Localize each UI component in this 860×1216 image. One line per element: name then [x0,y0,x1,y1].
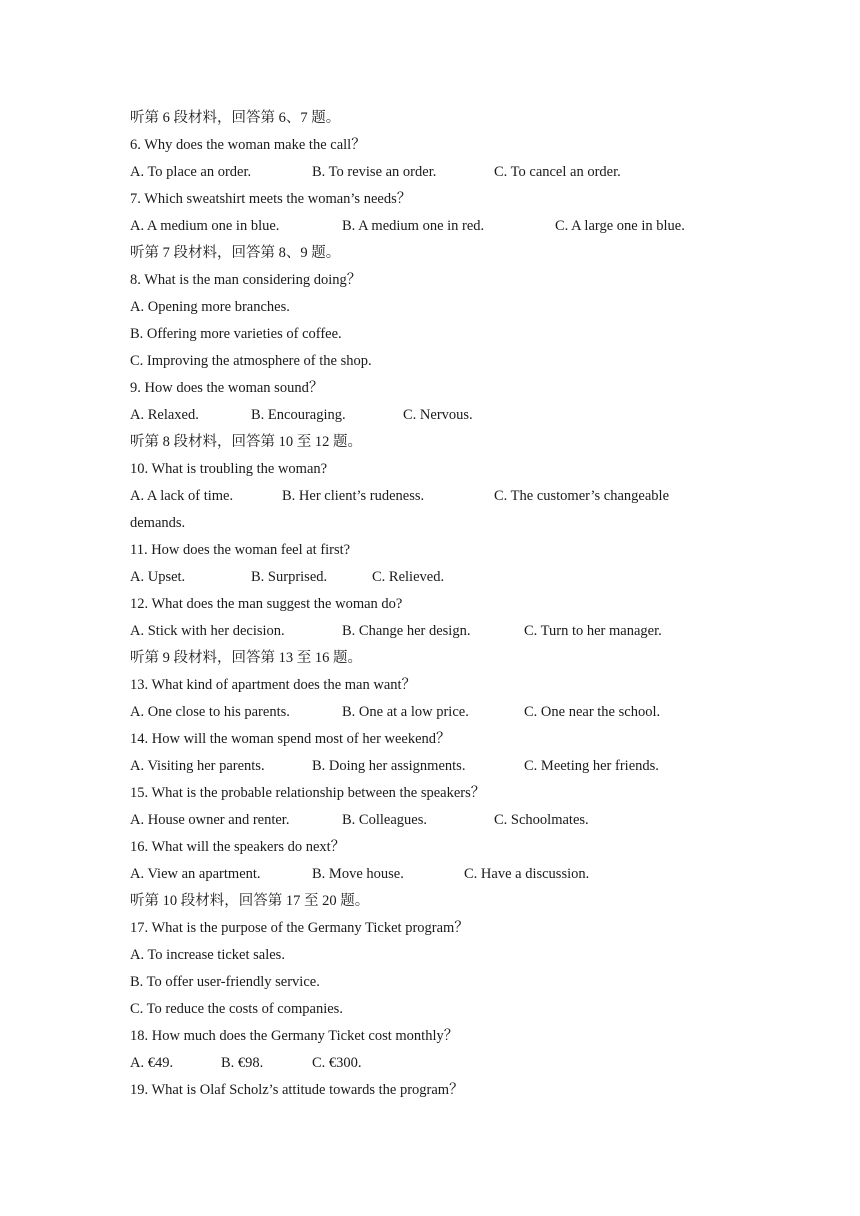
question-stem: 7. Which sweatshirt meets the woman’s needs？ [130,191,412,207]
option-b: B. A medium one in red. [342,218,485,234]
question-stem: 14. How will the woman spend most of her weekend？ [130,731,451,747]
option-b: B. One at a low price. [342,704,469,720]
question-stem: 6. Why does the woman make the call？ [130,137,366,153]
option-c: C. Schoolmates. [494,812,589,828]
option-b: B. Colleagues. [342,812,427,828]
option-b: B. Surprised. [251,569,328,585]
section-heading: 听第 8 段材料，回答第 10 至 12 题。 [130,434,362,450]
option-c: C. A large one in blue. [555,218,685,234]
option-a: A. View an apartment. [130,866,261,882]
question-stem: 16. What will the speakers do next？ [130,839,346,855]
question-stem: 11. How does the woman feel at first? [130,542,351,558]
option-c: C. To cancel an order. [494,164,621,180]
option-b: B. Move house. [312,866,404,882]
option-a: A. Upset. [130,569,186,585]
options-row [130,753,730,780]
option-a: A. To increase ticket sales. [130,947,285,963]
option-b: B. Doing her assignments. [312,758,466,774]
option-c: C. The customer’s changeable [494,488,670,504]
question-stem: 15. What is the probable relationship between the speakers？ [130,785,486,801]
option-b: B. €98. [221,1055,264,1071]
option-b: B. Change her design. [342,623,471,639]
option-c: C. Relieved. [372,569,445,585]
option-b: B. To offer user-friendly service. [130,974,320,990]
options-row [130,402,730,429]
option-b: B. Offering more varieties of coffee. [130,326,342,342]
option-a: A. Relaxed. [130,407,199,423]
option-a: A. A lack of time. [130,488,234,504]
question-stem: 13. What kind of apartment does the man want？ [130,677,417,693]
options-row [130,483,730,510]
section-heading: 听第 10 段材料，回答第 17 至 20 题。 [130,893,370,909]
options-row [130,861,730,888]
option-c-continuation: demands. [130,515,186,531]
option-c: C. Nervous. [403,407,473,423]
options-row [130,213,730,240]
section-heading: 听第 9 段材料，回答第 13 至 16 题。 [130,650,362,666]
option-a: A. Visiting her parents. [130,758,265,774]
options-row [130,564,730,591]
listening-section [130,105,730,1104]
options-row [130,807,730,834]
option-b: B. Her client’s rudeness. [282,488,425,504]
question-stem: 17. What is the purpose of the Germany Ticket program？ [130,920,469,936]
section-heading: 听第 7 段材料，回答第 8、9 题。 [130,245,341,261]
question-stem: 12. What does the man suggest the woman do? [130,596,403,612]
option-a: A. A medium one in blue. [130,218,280,234]
option-a: A. House owner and renter. [130,812,290,828]
options-row [130,159,730,186]
option-a: A. To place an order. [130,164,252,180]
option-a: A. €49. [130,1055,174,1071]
option-c: C. €300. [312,1055,362,1071]
options-row [130,618,730,645]
option-b: B. To revise an order. [312,164,437,180]
options-row [130,699,730,726]
question-stem: 9. How does the woman sound？ [130,380,324,396]
option-c: C. One near the school. [524,704,661,720]
section-heading: 听第 6 段材料，回答第 6、7 题。 [130,110,341,126]
question-stem: 19. What is Olaf Scholz’s attitude towards the program？ [130,1082,464,1098]
option-c: C. To reduce the costs of companies. [130,1001,343,1017]
options-row [130,1050,730,1077]
option-b: B. Encouraging. [251,407,346,423]
option-c: C. Have a discussion. [464,866,590,882]
question-stem: 18. How much does the Germany Ticket cost monthly？ [130,1028,459,1044]
option-c: C. Meeting her friends. [524,758,659,774]
option-a: A. Stick with her decision. [130,623,285,639]
option-a: A. One close to his parents. [130,704,290,720]
question-stem: 8. What is the man considering doing？ [130,272,362,288]
option-c: C. Improving the atmosphere of the shop. [130,353,372,369]
option-a: A. Opening more branches. [130,299,290,315]
question-stem: 10. What is troubling the woman? [130,461,328,477]
option-c: C. Turn to her manager. [524,623,662,639]
